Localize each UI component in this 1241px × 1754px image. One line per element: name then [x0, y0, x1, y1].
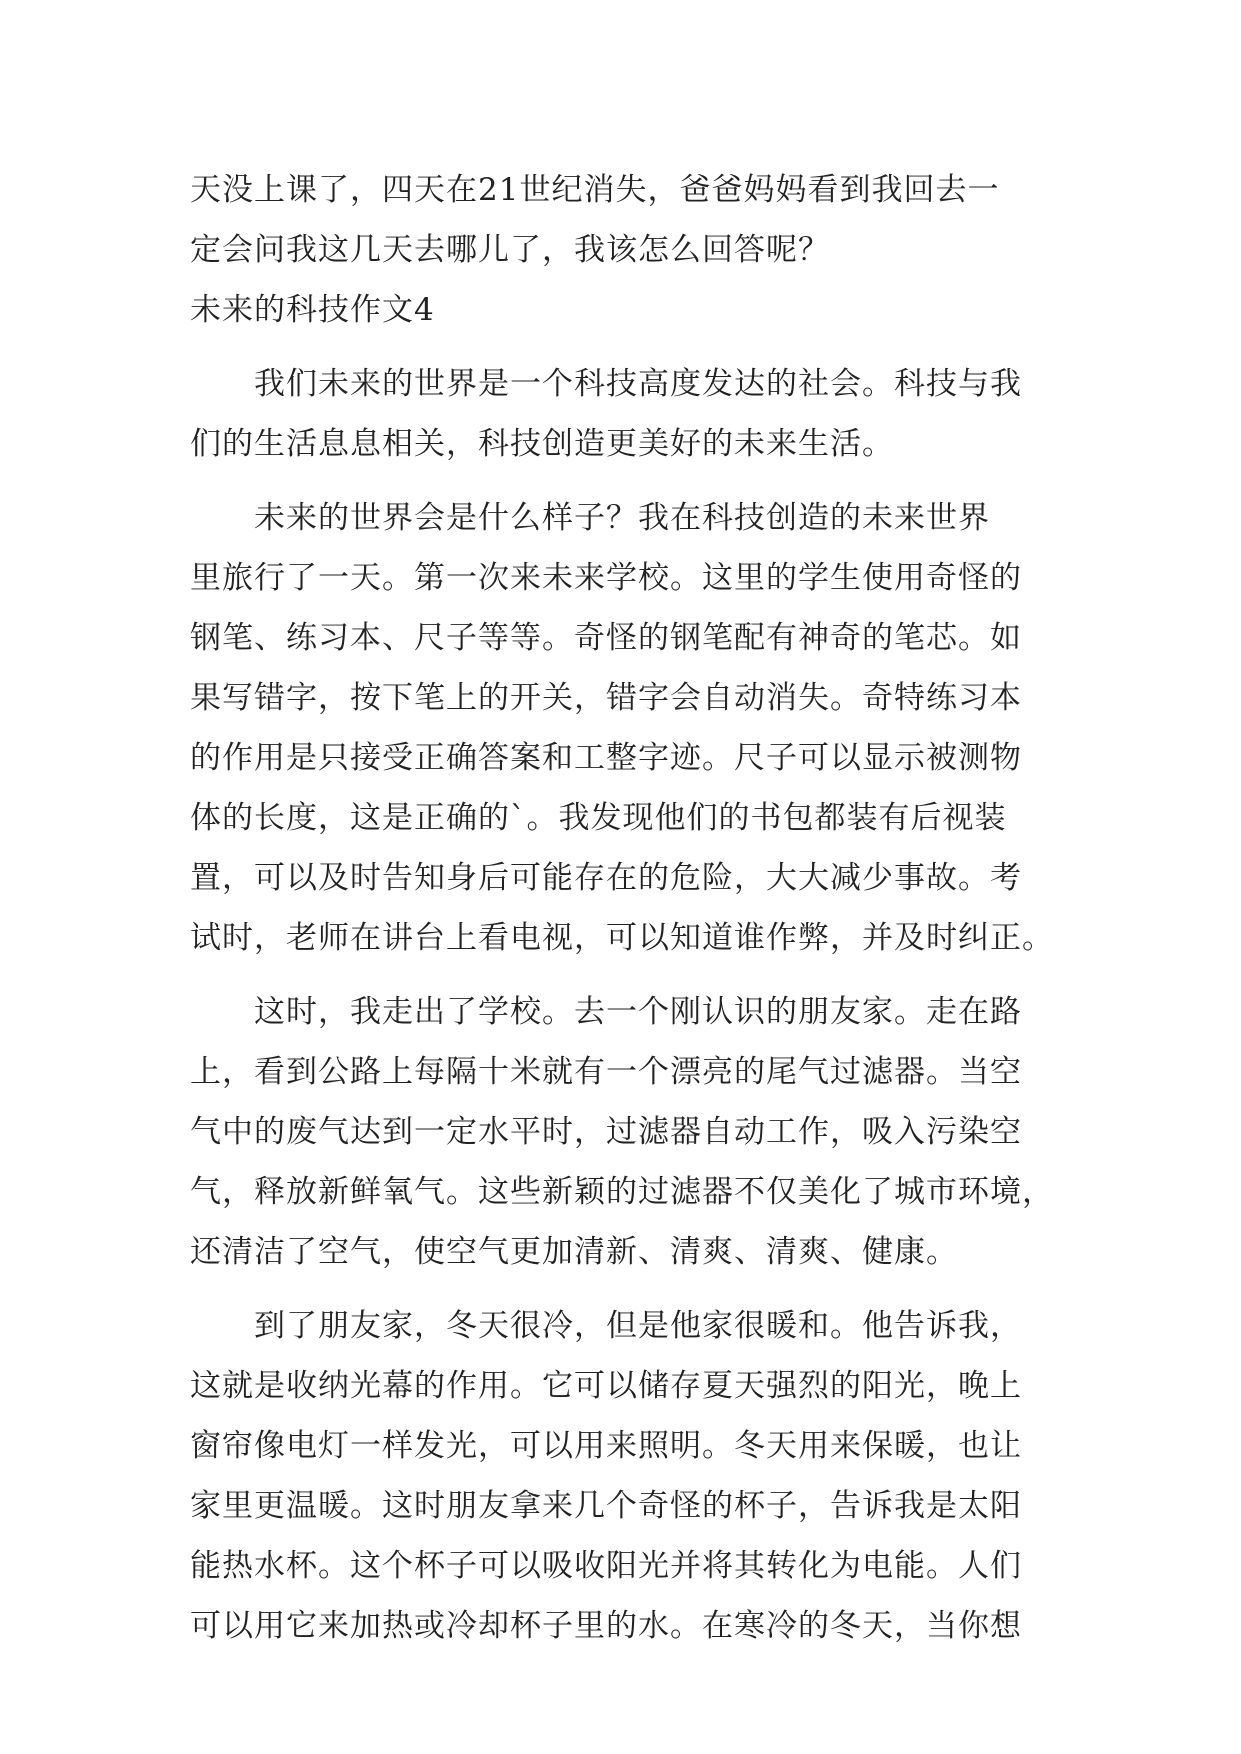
text-line: 们的生活息息相关，科技创造更美好的未来生活。 — [190, 426, 894, 462]
paragraph-first-line: 未来的世界会是什么样子？我在科技创造的未来世界 — [254, 500, 990, 536]
text-line: 钢笔、练习本、尺子等等。奇怪的钢笔配有神奇的笔芯。如 — [190, 620, 1022, 656]
document-body — [190, 160, 1054, 1656]
text-line: 这就是收纳光幕的作用。它可以储存夏天强烈的阳光，晚上 — [190, 1368, 1022, 1404]
text-line: 里旅行了一天。第一次来未来学校。这里的学生使用奇怪的 — [190, 560, 1022, 596]
text-line: 定会问我这几天去哪儿了，我该怎么回答呢？ — [190, 232, 830, 268]
text-line: 果写错字，按下笔上的开关，错字会自动消失。奇特练习本 — [190, 680, 1022, 716]
text-line: 天没上课了，四天在21世纪消失，爸爸妈妈看到我回去一 — [190, 172, 1000, 208]
text-line: 的作用是只接受正确答案和工整字迹。尺子可以显示被测物 — [190, 740, 1022, 776]
paragraph-first-line: 这时，我走出了学校。去一个刚认识的朋友家。走在路 — [254, 994, 1022, 1030]
text-line: 还清洁了空气，使空气更加清新、清爽、清爽、健康。 — [190, 1234, 958, 1270]
paragraph-first-line: 到了朋友家，冬天很冷，但是他家很暖和。他告诉我， — [254, 1308, 1022, 1344]
text-line: 窗帘像电灯一样发光，可以用来照明。冬天用来保暖，也让 — [190, 1428, 1022, 1464]
text-line: 气，释放新鲜氧气。这些新颖的过滤器不仅美化了城市环境， — [190, 1174, 1054, 1210]
text-line: 家里更温暖。这时朋友拿来几个奇怪的杯子，告诉我是太阳 — [190, 1488, 1022, 1524]
text-line: 气中的废气达到一定水平时，过滤器自动工作，吸入污染空 — [190, 1114, 1022, 1150]
text-line: 上，看到公路上每隔十米就有一个漂亮的尾气过滤器。当空 — [190, 1054, 1022, 1090]
text-line: 能热水杯。这个杯子可以吸收阳光并将其转化为电能。人们 — [190, 1548, 1022, 1584]
text-line: 置，可以及时告知身后可能存在的危险，大大减少事故。考 — [190, 860, 1022, 896]
text-line: 可以用它来加热或冷却杯子里的水。在寒冷的冬天，当你想 — [190, 1608, 1022, 1644]
text-line: 体的长度，这是正确的`。我发现他们的书包都装有后视装 — [190, 800, 1007, 836]
text-line: 试时，老师在讲台上看电视，可以知道谁作弊，并及时纠正。 — [190, 920, 1054, 956]
paragraph-first-line: 我们未来的世界是一个科技高度发达的社会。科技与我 — [254, 366, 1022, 402]
section-heading: 未来的科技作文4 — [190, 292, 435, 328]
